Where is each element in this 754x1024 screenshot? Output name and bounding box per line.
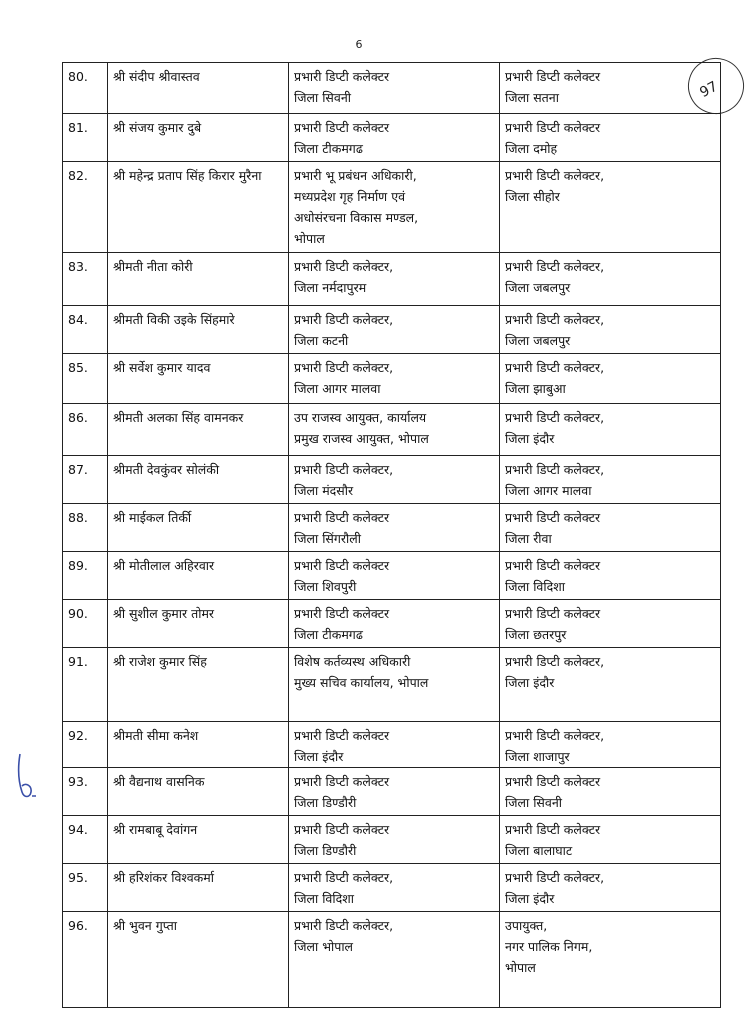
new-posting-line: जिला रीवा [505, 531, 552, 546]
transfer-table [62, 62, 721, 1008]
table-row [63, 63, 721, 114]
new-posting [500, 864, 721, 912]
serial-number: 85. [63, 354, 108, 404]
page-number: 6 [355, 38, 363, 51]
officer-name: श्री भुवन गुप्ता [108, 912, 289, 1008]
current-posting [289, 912, 500, 1008]
table-row [63, 552, 721, 600]
new-posting [500, 648, 721, 722]
current-posting-line: जिला इंदौर [294, 749, 344, 764]
officer-name: श्री राजेश कुमार सिंह [108, 648, 289, 722]
current-posting-line: मध्यप्रदेश गृह निर्माण एवं [294, 189, 406, 204]
new-posting-line: प्रभारी डिप्टी कलेक्टर, [505, 728, 605, 743]
serial-number: 80. [63, 63, 108, 114]
current-posting-line: प्रभारी भू प्रबंधन अधिकारी, [294, 168, 417, 183]
new-posting-line: प्रभारी डिप्टी कलेक्टर [505, 774, 601, 789]
officer-name: श्रीमती विकी उइके सिंहमारे [108, 306, 289, 354]
new-posting-line: जिला झाबुआ [505, 381, 566, 396]
current-posting-line: जिला सिंगरौली [294, 531, 361, 546]
new-posting-line: प्रभारी डिप्टी कलेक्टर, [505, 312, 605, 327]
current-posting-line: जिला सिवनी [294, 90, 352, 105]
new-posting-line: प्रभारी डिप्टी कलेक्टर [505, 606, 601, 621]
serial-number: 96. [63, 912, 108, 1008]
new-posting-line: प्रभारी डिप्टी कलेक्टर [505, 558, 601, 573]
officer-name: श्री वैद्यनाथ वासनिक [108, 768, 289, 816]
officer-name: श्री संदीप श्रीवास्तव [108, 63, 289, 114]
table-row [63, 648, 721, 722]
current-posting [289, 456, 500, 504]
serial-number: 82. [63, 162, 108, 253]
current-posting [289, 404, 500, 456]
new-posting-line: जिला बालाघाट [505, 843, 573, 858]
table-row [63, 162, 721, 253]
current-posting-line: जिला विदिशा [294, 891, 354, 906]
new-posting-line: नगर पालिक निगम, [505, 939, 593, 954]
page-stamp: 97 [678, 48, 754, 124]
new-posting [500, 768, 721, 816]
current-posting-line: विशेष कर्तव्यस्थ अधिकारी [294, 654, 411, 669]
new-posting-line: प्रभारी डिप्टी कलेक्टर [505, 822, 601, 837]
new-posting-line: प्रभारी डिप्टी कलेक्टर [505, 69, 601, 84]
current-posting [289, 816, 500, 864]
serial-number: 93. [63, 768, 108, 816]
current-posting-line: प्रभारी डिप्टी कलेक्टर [294, 728, 390, 743]
serial-number: 94. [63, 816, 108, 864]
current-posting-line: जिला भोपाल [294, 939, 354, 954]
current-posting [289, 354, 500, 404]
current-posting-line: जिला टीकमगढ [294, 627, 363, 642]
current-posting-line: प्रभारी डिप्टी कलेक्टर [294, 120, 390, 135]
new-posting-line: प्रभारी डिप्टी कलेक्टर, [505, 168, 605, 183]
serial-number: 88. [63, 504, 108, 552]
new-posting [500, 306, 721, 354]
officer-name: श्री मोतीलाल अहिरवार [108, 552, 289, 600]
current-posting [289, 162, 500, 253]
current-posting-line: प्रभारी डिप्टी कलेक्टर, [294, 918, 394, 933]
new-posting [500, 456, 721, 504]
new-posting-line: जिला सतना [505, 90, 559, 105]
new-posting-line: प्रभारी डिप्टी कलेक्टर [505, 510, 601, 525]
current-posting-line: जिला मंदसौर [294, 483, 354, 498]
table-row [63, 114, 721, 162]
table-row [63, 722, 721, 768]
serial-number: 92. [63, 722, 108, 768]
table-row [63, 306, 721, 354]
new-posting [500, 552, 721, 600]
current-posting-line: प्रमुख राजस्व आयुक्त, भोपाल [294, 431, 429, 446]
current-posting [289, 864, 500, 912]
new-posting-line: प्रभारी डिप्टी कलेक्टर [505, 120, 601, 135]
current-posting-line: प्रभारी डिप्टी कलेक्टर, [294, 312, 394, 327]
current-posting [289, 722, 500, 768]
new-posting-line: जिला इंदौर [505, 431, 555, 446]
new-posting [500, 404, 721, 456]
current-posting-line: अधोसंरचना विकास मण्डल, [294, 210, 419, 225]
new-posting-line: प्रभारी डिप्टी कलेक्टर, [505, 360, 605, 375]
officer-name: श्रीमती नीता कोरी [108, 253, 289, 306]
officer-name: श्रीमती देवकुंवर सोलंकी [108, 456, 289, 504]
serial-number: 91. [63, 648, 108, 722]
officer-name: श्री हरिशंकर विश्वकर्मा [108, 864, 289, 912]
new-posting [500, 253, 721, 306]
current-posting-line: प्रभारी डिप्टी कलेक्टर [294, 69, 390, 84]
current-posting [289, 648, 500, 722]
table-row [63, 864, 721, 912]
handwritten-mark-icon [14, 752, 40, 802]
new-posting [500, 816, 721, 864]
serial-number: 84. [63, 306, 108, 354]
new-posting [500, 63, 721, 114]
serial-number: 81. [63, 114, 108, 162]
current-posting-line: प्रभारी डिप्टी कलेक्टर [294, 606, 390, 621]
current-posting [289, 600, 500, 648]
serial-number: 83. [63, 253, 108, 306]
new-posting-line: जिला आगर मालवा [505, 483, 592, 498]
current-posting-line: जिला कटनी [294, 333, 349, 348]
officer-name: श्री सुशील कुमार तोमर [108, 600, 289, 648]
current-posting-line: मुख्य सचिव कार्यालय, भोपाल [294, 675, 429, 690]
table-row [63, 816, 721, 864]
current-posting-line: प्रभारी डिप्टी कलेक्टर [294, 774, 390, 789]
current-posting [289, 114, 500, 162]
current-posting [289, 504, 500, 552]
table-row [63, 354, 721, 404]
new-posting-line: जिला दमोह [505, 141, 558, 156]
officer-name: श्री संजय कुमार दुबे [108, 114, 289, 162]
new-posting-line: प्रभारी डिप्टी कलेक्टर, [505, 654, 605, 669]
current-posting-line: प्रभारी डिप्टी कलेक्टर, [294, 462, 394, 477]
current-posting-line: भोपाल [294, 231, 325, 246]
new-posting-line: जिला इंदौर [505, 891, 555, 906]
new-posting [500, 722, 721, 768]
current-posting [289, 306, 500, 354]
table-row [63, 253, 721, 306]
new-posting-line: जिला छतरपुर [505, 627, 567, 642]
serial-number: 87. [63, 456, 108, 504]
current-posting [289, 768, 500, 816]
new-posting-line: जिला जबलपुर [505, 333, 571, 348]
current-posting-line: प्रभारी डिप्टी कलेक्टर [294, 822, 390, 837]
new-posting-line: प्रभारी डिप्टी कलेक्टर, [505, 870, 605, 885]
current-posting [289, 552, 500, 600]
officer-name: श्री रामबाबू देवांगन [108, 816, 289, 864]
new-posting-line: जिला इंदौर [505, 675, 555, 690]
current-posting-line: जिला डिण्डौरी [294, 795, 357, 810]
current-posting-line: उप राजस्व आयुक्त, कार्यालय [294, 410, 427, 425]
new-posting-line: जिला विदिशा [505, 579, 565, 594]
new-posting [500, 114, 721, 162]
table-row [63, 504, 721, 552]
current-posting-line: जिला नर्मदापुरम [294, 280, 367, 295]
current-posting-line: जिला आगर मालवा [294, 381, 381, 396]
table-row [63, 456, 721, 504]
new-posting-line: जिला सीहोर [505, 189, 560, 204]
new-posting [500, 912, 721, 1008]
new-posting [500, 504, 721, 552]
current-posting-line: प्रभारी डिप्टी कलेक्टर, [294, 360, 394, 375]
current-posting-line: जिला टीकमगढ [294, 141, 363, 156]
serial-number: 86. [63, 404, 108, 456]
new-posting-line: भोपाल [505, 960, 536, 975]
new-posting-line: उपायुक्त, [505, 918, 548, 933]
current-posting-line: प्रभारी डिप्टी कलेक्टर [294, 510, 390, 525]
table-row [63, 912, 721, 1008]
new-posting [500, 600, 721, 648]
new-posting-line: जिला शाजापुर [505, 749, 570, 764]
table-row [63, 768, 721, 816]
current-posting-line: प्रभारी डिप्टी कलेक्टर, [294, 870, 394, 885]
current-posting-line: प्रभारी डिप्टी कलेक्टर [294, 558, 390, 573]
current-posting [289, 63, 500, 114]
current-posting-line: प्रभारी डिप्टी कलेक्टर, [294, 259, 394, 274]
serial-number: 90. [63, 600, 108, 648]
officer-name: श्री सर्वेश कुमार यादव [108, 354, 289, 404]
new-posting-line: जिला जबलपुर [505, 280, 571, 295]
serial-number: 95. [63, 864, 108, 912]
serial-number: 89. [63, 552, 108, 600]
new-posting-line: जिला सिवनी [505, 795, 563, 810]
new-posting [500, 354, 721, 404]
new-posting-line: प्रभारी डिप्टी कलेक्टर, [505, 410, 605, 425]
table-row [63, 600, 721, 648]
officer-name: श्रीमती सीमा कनेश [108, 722, 289, 768]
officer-name: श्रीमती अलका सिंह वामनकर [108, 404, 289, 456]
current-posting-line: जिला शिवपुरी [294, 579, 357, 594]
officer-name: श्री महेन्द्र प्रताप सिंह किरार मुरैना [108, 162, 289, 253]
new-posting-line: प्रभारी डिप्टी कलेक्टर, [505, 462, 605, 477]
current-posting [289, 253, 500, 306]
new-posting-line: प्रभारी डिप्टी कलेक्टर, [505, 259, 605, 274]
current-posting-line: जिला डिण्डौरी [294, 843, 357, 858]
new-posting [500, 162, 721, 253]
table-row [63, 404, 721, 456]
officer-name: श्री माईकल तिर्की [108, 504, 289, 552]
